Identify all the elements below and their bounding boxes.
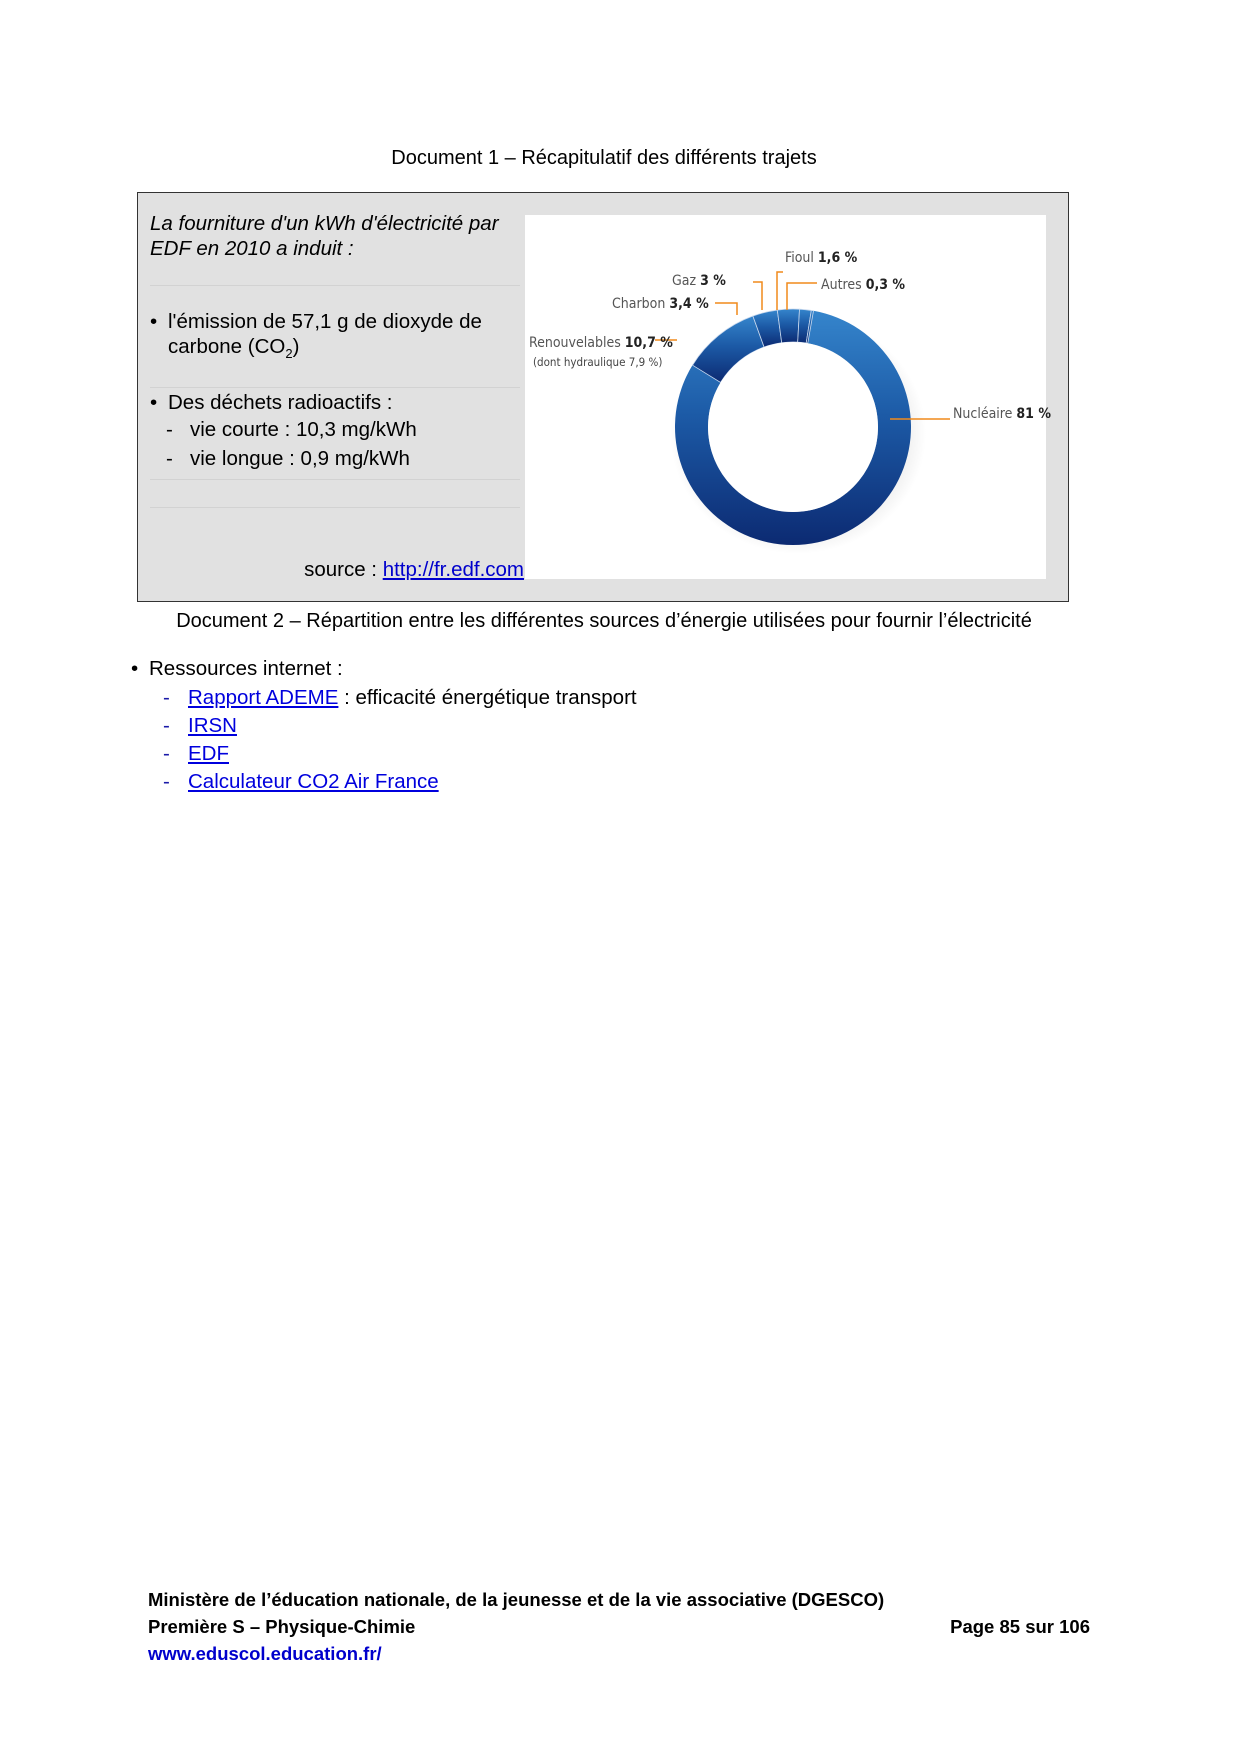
leader-gaz bbox=[753, 282, 762, 310]
emission-close: ) bbox=[292, 335, 300, 358]
emission-text-1: l'émission de 57,1 g de dioxyde de bbox=[168, 310, 482, 333]
resources-title: Ressources internet : bbox=[149, 657, 343, 680]
resource-item bbox=[163, 714, 237, 738]
emission-bullet bbox=[150, 309, 482, 366]
document-2-caption: Document 2 – Répartition entre les différentes sources d’énergie utilisées pour fournir l’électricité bbox=[176, 610, 1032, 632]
footer-url[interactable]: www.eduscol.education.fr/ bbox=[148, 1643, 382, 1664]
bullet-icon: • bbox=[150, 310, 158, 333]
footer-ministry: Ministère de l’éducation nationale, de la jeunesse et de la vie associative (DGESCO) bbox=[148, 1589, 885, 1610]
footer-course: Première S – Physique-Chimie bbox=[148, 1616, 416, 1637]
separator bbox=[150, 479, 520, 480]
separator bbox=[150, 285, 520, 286]
dash-icon: - bbox=[163, 770, 170, 793]
resource-item bbox=[163, 742, 229, 766]
waste-bullet bbox=[150, 390, 392, 415]
lead-text: La fourniture d'un kWh d'électricité par EDF en 2010 a induit : bbox=[150, 212, 499, 260]
source-prefix: source : bbox=[304, 558, 383, 581]
leader-autres bbox=[787, 283, 817, 310]
leader-charbon bbox=[715, 303, 737, 315]
resource-suffix: : efficacité énergétique transport bbox=[338, 686, 637, 709]
label-fioul: Fioul 1,6 % bbox=[785, 250, 858, 266]
label-renouvelables: Renouvelables 10,7 % bbox=[529, 335, 673, 351]
waste-item bbox=[166, 447, 410, 471]
dash-icon: - bbox=[163, 742, 170, 765]
dash-icon: - bbox=[166, 418, 173, 441]
footer-page-number: Page 85 sur 106 bbox=[950, 1616, 1090, 1637]
resource-link-air-france[interactable]: Calculateur CO2 Air France bbox=[188, 770, 439, 793]
resource-item bbox=[163, 770, 439, 794]
waste-item-text: vie longue : 0,9 mg/kWh bbox=[190, 447, 410, 470]
label-autres: Autres 0,3 % bbox=[821, 277, 906, 293]
label-renouvelables-note: (dont hydraulique 7,9 %) bbox=[533, 355, 663, 369]
bullet-icon: • bbox=[150, 391, 158, 414]
energy-mix-chart bbox=[525, 215, 1051, 579]
waste-title: Des déchets radioactifs : bbox=[168, 391, 393, 414]
resource-link-edf[interactable]: EDF bbox=[188, 742, 229, 765]
resource-link-ademe[interactable]: Rapport ADEME bbox=[188, 686, 339, 709]
dash-icon: - bbox=[163, 714, 170, 737]
source-link[interactable]: http://fr.edf.com bbox=[382, 558, 524, 581]
waste-item bbox=[166, 418, 417, 442]
label-nucleaire: Nucléaire 81 % bbox=[953, 406, 1051, 422]
resource-item bbox=[163, 686, 637, 710]
separator bbox=[150, 387, 520, 388]
label-gaz: Gaz 3 % bbox=[672, 273, 726, 289]
document-1-caption: Document 1 – Récapitulatif des différents trajets bbox=[391, 147, 817, 169]
separator bbox=[150, 507, 520, 508]
source-line bbox=[304, 558, 524, 582]
donut-hole bbox=[708, 342, 878, 512]
resource-link-irsn[interactable]: IRSN bbox=[188, 714, 237, 737]
resources-heading bbox=[131, 657, 343, 681]
dash-icon: - bbox=[166, 447, 173, 470]
leader-fioul bbox=[777, 272, 783, 310]
dash-icon: - bbox=[163, 686, 170, 709]
document-box bbox=[137, 192, 1069, 602]
emission-text-2 bbox=[150, 335, 300, 362]
waste-item-text: vie courte : 10,3 mg/kWh bbox=[190, 418, 417, 441]
donut-chart-svg bbox=[525, 215, 1051, 579]
emission-subscript: 2 bbox=[285, 346, 293, 362]
emission-text-2-main: carbone (CO bbox=[168, 335, 286, 358]
slice-gaz bbox=[777, 309, 799, 343]
bullet-icon: • bbox=[131, 657, 139, 680]
label-charbon: Charbon 3,4 % bbox=[612, 296, 709, 312]
